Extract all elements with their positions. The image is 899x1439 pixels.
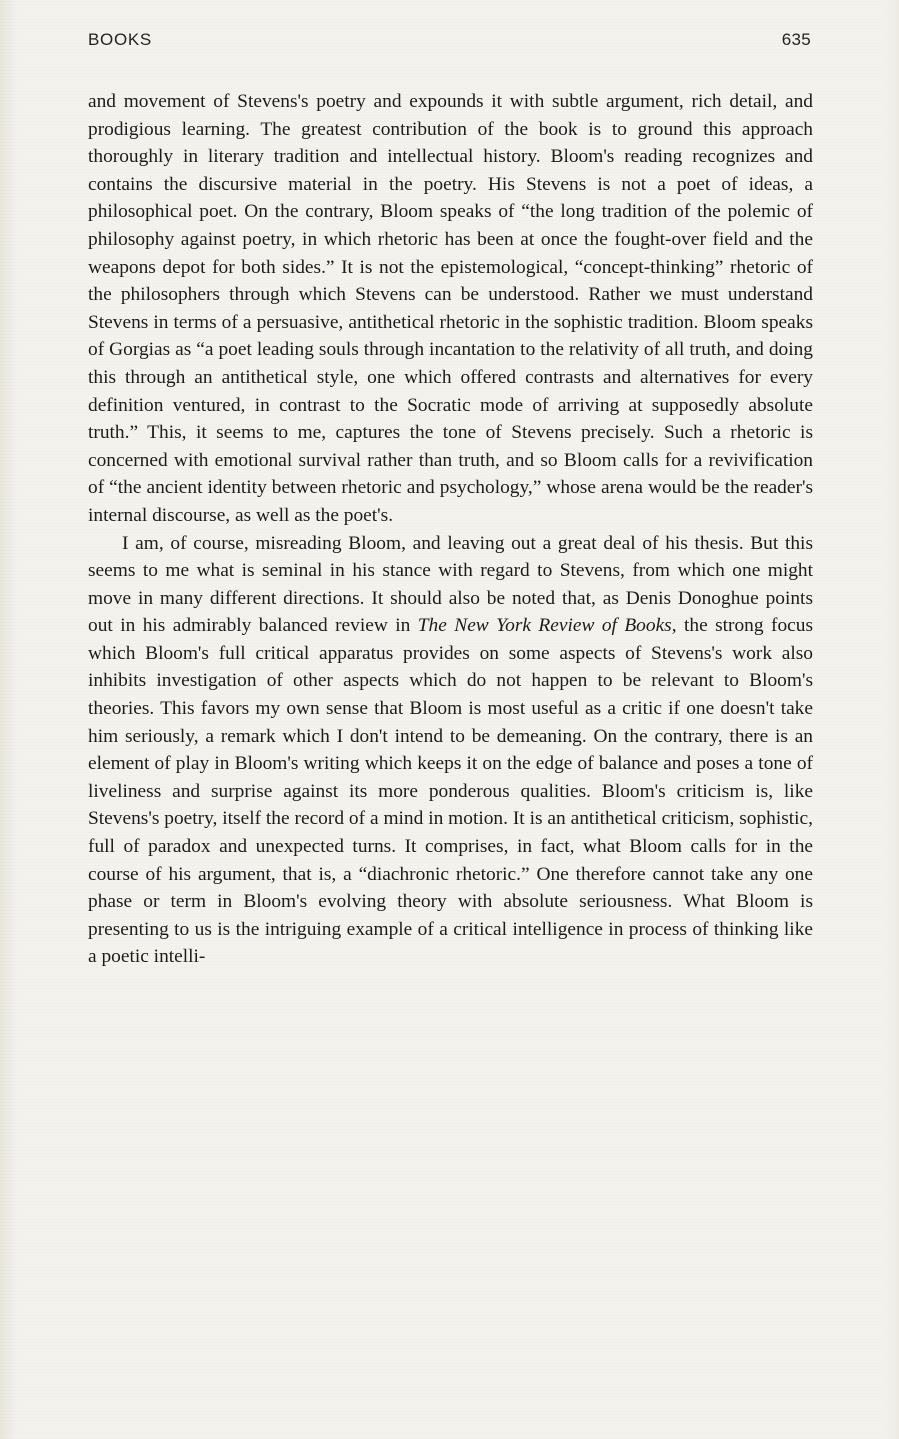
page-number: 635	[781, 30, 811, 49]
text-run: I am, of course, misreading Bloom, and leaving out a great deal of his thesis. But this seems to me what is seminal in his stance with regard to Stevens, from which one might move in many different directions. It should also be noted that, as Denis Donoghue points out in his admirably balanced review in	[88, 532, 813, 637]
text-run: and movement of Stevens's poetry and expounds it with subtle argument, rich detail, and prodigious learning. The greatest contribution of the book is to ground this approach thoroughly in literary tradition and intellectual history. Bloom's reading recognizes and contains the discursive material in the poetry. His Stevens is not a poet of ideas, a philosophical poet. On the contrary, Bloom speaks of “the long tradition of the polemic of philosophy against poetry, in which rhetoric has been at once the fought-over field and the weapons depot for both sides.” It is not the epistemological, “concept-thinking” rhetoric of the philosophers through which Stevens can be understood. Rather we must understand Stevens in terms of a persuasive, antithetical rhetoric in the sophistic tradition. Bloom speaks of Gorgias as “a poet leading souls through incantation to the relativity of all truth, and doing this through an antithetical style, one which offered contrasts and alternatives for every definition ventured, in contrast to the Socratic mode of arriving at supposedly absolute truth.” This, it seems to me, captures the tone of Stevens precisely. Such a rhetoric is concerned with emotional survival rather than truth, and so Bloom calls for a revivification of “the ancient identity between rhetoric and psychology,” whose arena would be the reader's internal discourse, as well as the poet's.	[88, 91, 813, 526]
paragraph	[88, 530, 813, 972]
body-text	[88, 88, 813, 971]
text-run: , the strong focus which Bloom's full critical apparatus provides on some aspects of Stevens's work also inhibits investigation of other aspects which do not happen to be relevant to Bloom's theories. This favors my own sense that Bloom is most useful as a critic if one doesn't take him seriously, a remark which I don't intend to be demeaning. On the contrary, there is an element of play in Bloom's writing which keeps it on the edge of balance and poses a tone of liveliness and surprise against its more ponderous qualities. Bloom's criticism is, like Stevens's poetry, itself the record of a mind in motion. It is an antithetical criticism, sophistic, full of paradox and unexpected turns. It comprises, in fact, what Bloom calls for in the course of his argument, that is, a “diachronic rhetoric.” One therefore cannot take any one phase or term in Bloom's evolving theory with absolute seriousness. What Bloom is presenting to us is the intriguing example of a critical intelligence in process of thinking like a poetic intelli-	[88, 615, 813, 968]
page-header	[88, 30, 811, 50]
running-head: BOOKS	[88, 30, 152, 49]
paragraph	[88, 88, 813, 530]
cited-title: The New York Review of Books	[417, 615, 672, 637]
